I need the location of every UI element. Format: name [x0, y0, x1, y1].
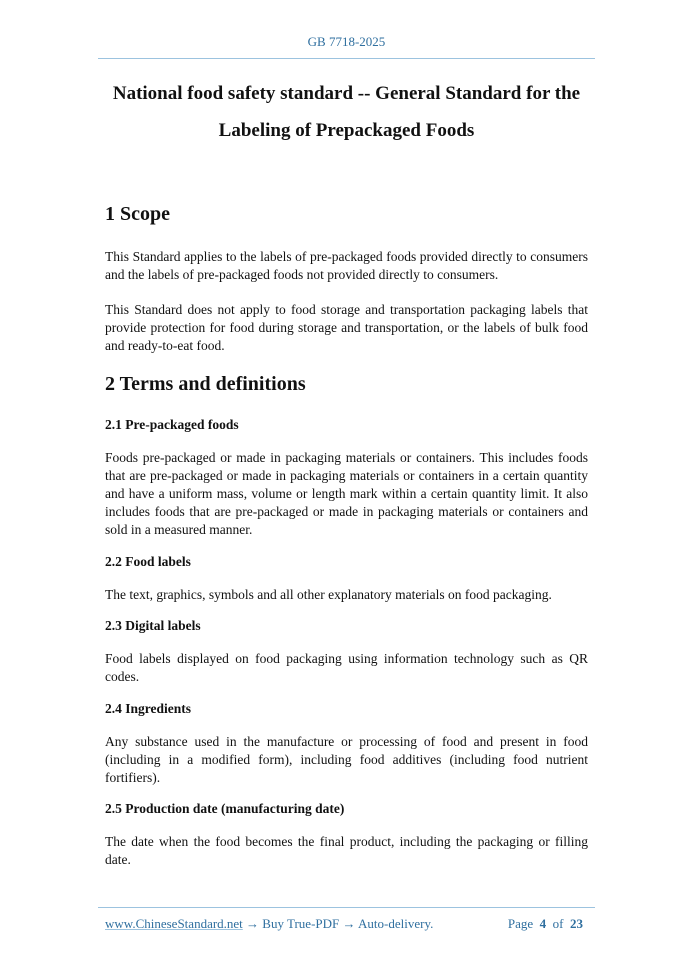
- page-label: Page: [507, 916, 534, 931]
- term-definition: The date when the food becomes the final product, including the packaging or filling date.: [105, 834, 588, 867]
- header-doc-id: GB 7718-2025: [307, 34, 386, 49]
- term-definition: Foods pre-packaged or made in packaging materials or containers. This includes foods that are pre-packaged or made in packaging materials or containers in a certain quantity and have a uniform mass, volume or length mark within a certain quantity limit. It also includes foods that are pre-packaged or made in packaging materials or containers and sold in a measured manner.: [105, 450, 588, 537]
- term-heading: 2.2 Food labels: [105, 554, 191, 569]
- footer-link[interactable]: www.ChineseStandard.net: [105, 916, 243, 931]
- footer-promo: [105, 916, 433, 932]
- document-title: National food safety standard -- General Standard for the Labeling of Prepackaged Foods: [112, 83, 581, 141]
- term-definition: Food labels displayed on food packaging using information technology such as QR codes.: [105, 651, 588, 684]
- page-number: [508, 916, 583, 932]
- arrow-icon: →: [342, 916, 356, 931]
- paragraph: This Standard applies to the labels of pre-packaged foods provided directly to consumers and the labels of pre-packaged foods not provided directly to consumers.: [105, 249, 588, 282]
- header-rule: [98, 58, 595, 59]
- current-page: 4: [539, 916, 547, 931]
- term-heading: 2.5 Production date (manufacturing date): [105, 801, 345, 816]
- term-definition: Any substance used in the manufacture or processing of food and present in food (including in a modified form), including food additives (including food nutrient fortifiers).: [105, 734, 588, 785]
- term-heading: 2.4 Ingredients: [105, 701, 192, 716]
- footer-rule: [98, 907, 595, 908]
- arrow-icon: →: [246, 916, 260, 931]
- section-heading-terms: 2 Terms and definitions: [105, 373, 306, 395]
- term-heading: 2.1 Pre-packaged foods: [105, 417, 239, 432]
- paragraph: This Standard does not apply to food storage and transportation packaging labels that provide protection for food during storage and transportation, or the labels of bulk food and ready-to-eat food.: [105, 302, 588, 353]
- total-pages: 23: [570, 916, 583, 931]
- of-label: of: [552, 916, 564, 931]
- footer-delivery: Auto-delivery.: [358, 916, 434, 931]
- footer-buy: Buy True-PDF: [262, 916, 340, 931]
- section-heading-scope: 1 Scope: [105, 203, 170, 225]
- term-heading: 2.3 Digital labels: [105, 618, 201, 633]
- term-definition: The text, graphics, symbols and all other explanatory materials on food packaging.: [105, 587, 552, 602]
